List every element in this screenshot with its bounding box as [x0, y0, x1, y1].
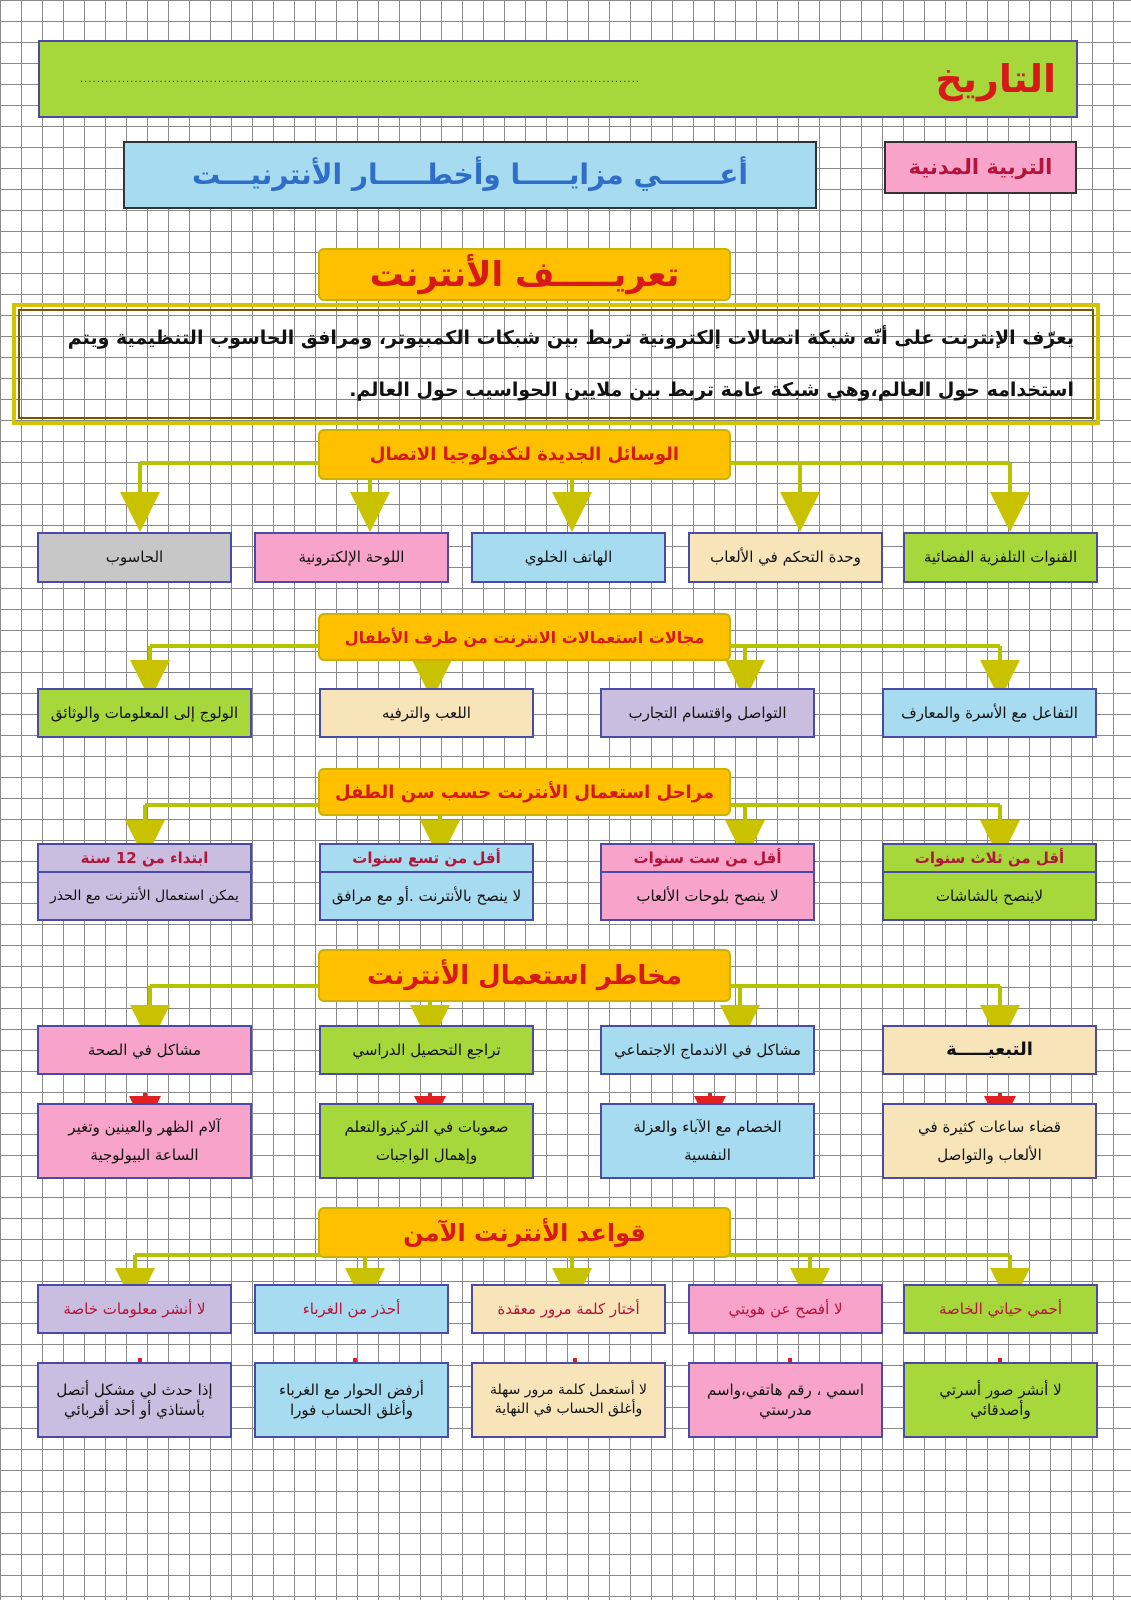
- stage-advice: لاينصح بالشاشات: [935, 887, 1044, 905]
- risk-head-label: مشاكل في الصحة: [87, 1040, 202, 1059]
- definition-box: [12, 303, 1100, 425]
- lesson-subtitle-text: أعــــــي مزايـــــا وأخطـــــار الأنترنيـــت: [192, 158, 748, 192]
- means-item-satellite-tv: [903, 532, 1098, 583]
- rule-detail-identity: [688, 1362, 883, 1438]
- definition-title-text: تعريـــــف الأنترنت: [369, 254, 680, 295]
- risk-detail-academic: [319, 1103, 534, 1179]
- stage-from-12: [37, 843, 252, 921]
- rule-head-identity: [688, 1284, 883, 1334]
- rule-head-label: أختار كلمة مرور معقدة: [497, 1299, 640, 1318]
- means-item-mobile-phone: [471, 532, 666, 583]
- uses-item-family: [882, 688, 1097, 738]
- stage-age: ابتداء من 12 سنة: [39, 845, 250, 873]
- uses-item-communication: [600, 688, 815, 738]
- rule-head-label: لا أفصح عن هويتي: [728, 1299, 843, 1318]
- stage-age: أقل من تسع سنوات: [321, 845, 532, 873]
- means-item-tablet: [254, 532, 449, 583]
- rule-detail-label: إذا حدث لي مشكل أتصل بأستاذي أو أحد أقربائي: [56, 1380, 213, 1419]
- uses-item-information: [37, 688, 252, 738]
- rule-detail-privacy: [903, 1362, 1098, 1438]
- means-item-computer: [37, 532, 232, 583]
- civic-education-label: [884, 141, 1077, 194]
- rules-title: [318, 1207, 731, 1258]
- civic-education-text: التربية المدنية: [908, 155, 1053, 180]
- rule-head-label: أحذر من الغرباء: [302, 1299, 401, 1318]
- lesson-subtitle: [123, 141, 817, 209]
- stage-age: أقل من ست سنوات: [602, 845, 813, 873]
- means-item-label: الهاتف الخلوي: [524, 548, 613, 567]
- stages-title: [318, 768, 731, 816]
- risk-detail-social: [600, 1103, 815, 1179]
- rule-head-label: لا أنشر معلومات خاصة: [63, 1299, 206, 1318]
- means-title-text: الوسائل الجديدة لتكنولوجيا الاتصال: [369, 444, 680, 465]
- stage-advice: يمكن استعمال الأنترنت مع الحذر: [50, 888, 239, 904]
- title-bar: [38, 40, 1078, 118]
- rule-detail-label: اسمي ، رقم هاتفي،واسم مدرستي: [706, 1380, 864, 1419]
- risks-title: [318, 949, 731, 1002]
- risk-detail-dependence: [882, 1103, 1097, 1179]
- uses-item-play: [319, 688, 534, 738]
- rule-detail-private-info: [37, 1362, 232, 1438]
- rule-detail-strangers: [254, 1362, 449, 1438]
- stage-under-3: [882, 843, 1097, 921]
- rule-head-strangers: [254, 1284, 449, 1334]
- stage-advice: لا ينصح بلوحات الألعاب: [636, 887, 779, 905]
- stage-age: أقل من ثلاث سنوات: [884, 845, 1095, 873]
- rule-head-private-info: [37, 1284, 232, 1334]
- risk-head-health: [37, 1025, 252, 1075]
- risk-detail-label: الخصام مع الآباء والعزلة النفسية: [633, 1117, 782, 1164]
- risk-head-academic: [319, 1025, 534, 1075]
- means-item-label: القنوات التلفزية الفضائية: [923, 548, 1078, 567]
- rule-head-privacy: [903, 1284, 1098, 1334]
- rule-detail-password: [471, 1362, 666, 1438]
- risk-head-dependence: [882, 1025, 1097, 1075]
- risk-head-label: مشاكل في الاندماج الاجتماعي: [614, 1040, 801, 1059]
- risk-head-label: تراجع التحصيل الدراسي: [352, 1040, 501, 1059]
- risk-detail-health: [37, 1103, 252, 1179]
- risk-detail-label: آلام الظهر والعينين وتغير الساعة البيولوجية: [68, 1117, 221, 1164]
- risks-title-text: مخاطر استعمال الأنترنت: [367, 960, 682, 991]
- name-dotted-line: ......................................................................................................................................: [80, 73, 640, 85]
- uses-item-label: التواصل واقتسام التجارب: [628, 703, 787, 722]
- means-title: [318, 429, 731, 480]
- means-item-label: وحدة التحكم في الألعاب: [710, 548, 861, 567]
- uses-title: [318, 613, 731, 661]
- uses-item-label: الولوج إلى المعلومات والوثائق: [50, 703, 239, 722]
- risk-detail-label: قضاء ساعات كثيرة في الألعاب والتواصل: [918, 1117, 1061, 1164]
- definition-title: [318, 248, 731, 301]
- stage-under-9: [319, 843, 534, 921]
- stage-advice: لا ينصح بالأنترنت .أو مع مرافق: [331, 887, 522, 905]
- risk-head-label: التبعيـــــة: [946, 1038, 1033, 1060]
- rule-head-password: [471, 1284, 666, 1334]
- risk-head-social: [600, 1025, 815, 1075]
- stage-under-6: [600, 843, 815, 921]
- uses-item-label: التفاعل مع الأسرة والمعارف: [901, 703, 1078, 722]
- rule-head-label: أحمي حياتي الخاصة: [939, 1299, 1062, 1318]
- definition-line-2: استخدامه حول العالم،وهي شبكة عامة تربط بين ملايين الحواسيب حول العالم.: [349, 379, 1074, 401]
- rule-detail-label: لا أنشر صور أسرتي وأصدقائي: [939, 1380, 1062, 1419]
- subject-title: التاريخ: [935, 57, 1056, 101]
- rules-title-text: قواعد الأنترنت الآمن: [403, 1218, 646, 1247]
- uses-item-label: اللعب والترفيه: [382, 703, 471, 722]
- rule-detail-label: لا أستعمل كلمة مرور سهلة وأغلق الحساب في النهاية: [489, 1382, 648, 1417]
- uses-title-text: مجالات استعمالات الانترنت من طرف الأطفال: [344, 627, 705, 647]
- means-item-label: الحاسوب: [105, 548, 164, 567]
- means-item-label: اللوحة الإلكترونية: [298, 548, 405, 567]
- rule-detail-label: أرفض الحوار مع الغرباء وأغلق الحساب فورا: [279, 1380, 424, 1419]
- stages-title-text: مراحل استعمال الأنترنت حسب سن الطفل: [334, 781, 715, 803]
- means-item-game-console: [688, 532, 883, 583]
- risk-detail-label: صعوبات في التركيزوالتعلم وإهمال الواجبات: [344, 1117, 509, 1164]
- definition-line-1: يعرّف الإنترنت على أنّه شبكة اتصالات إلكترونية تربط بين شبكات الكمبيوتر، ومرافق الحاسوب التنظيمية ويتم: [67, 327, 1074, 349]
